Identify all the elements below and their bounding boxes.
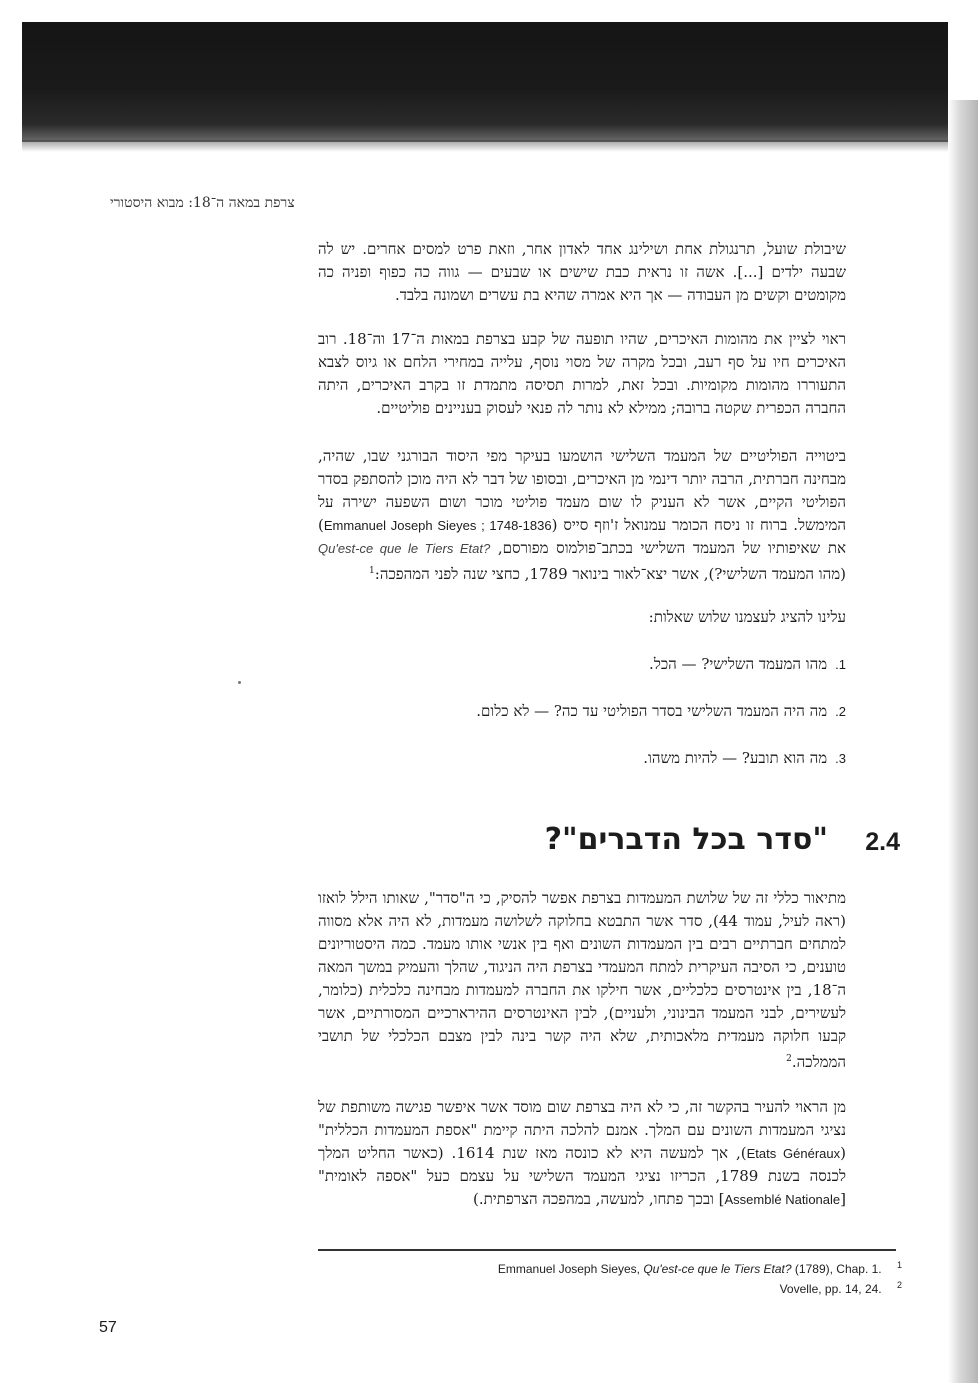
page-number: 57 xyxy=(99,1319,117,1336)
pamphlet-title-latin: Qu'est-ce que le Tiers Etat? xyxy=(318,541,491,556)
questions-intro: עלינו להציג לעצמנו שלוש שאלות: xyxy=(648,608,846,626)
paragraph-1-text: ראוי לציין את מהומות האיכרים, שהיו תופעה של קבע בצרפת במאות ה־17 וה־18. רוב האיכרים חיו על סף רעב, ובכל מקרה של מסוי נוסף, עלייה במחירי הלחם או גיוס לצבא התעוררו מהומות מקומיות. ובכל זאת, למרות תסיסה מתמדת זו בקרב האיכרים, היתה החברה הכפרית שקטה ברובה; ממילא לא נותר לה פנאי לעסוק בעניינים פוליטיים. xyxy=(318,330,846,417)
assemblee-nationale-latin: Assemblé Nationale xyxy=(724,1192,841,1207)
section-number: 2.4 xyxy=(865,828,900,856)
quote-text: שיבולת שועל, תרנגולת אחת ושילינג אחד לאדון אחר, וזאת פרט למסים אחרים. יש לה שבעה ילדים [...]. אשה זו נראית כבת שישים או שבעים — גווה כה כפוף ופניה כה מקומטים וקשים מן העבודה — אך היא אמרה שהיא בת עשרים ושמונה בלבד. xyxy=(318,240,846,304)
paragraph-4-part-a: מן הראוי להעיר בהקשר זה, כי לא היה בצרפת שום מוסד אשר איפשר פגישה משותפת של נציגי המעמדות השונים עם המלך. אמנם להלכה היתה קיימת "אספת המעמדות הכללית" ( xyxy=(318,1098,847,1162)
section-heading xyxy=(544,822,900,866)
paragraph-3 xyxy=(318,887,846,1074)
quote-block xyxy=(318,238,846,307)
footnote-2 xyxy=(780,1280,902,1296)
footnote-rule xyxy=(318,1249,896,1251)
footnote-1 xyxy=(498,1260,902,1276)
question-1-number: 1. xyxy=(835,657,846,672)
paragraph-2-part-a: ביטוייה הפוליטיים של המעמד השלישי הושמעו בעיקר מפי היסוד הבורגני שבו, שהיה, מבחינה חברתית, הרבה יותר דינמי מן האיכרים, ובסופו של דבר לא היה מוכן להסתפק בסדר הפוליטי הקיים, אשר לא העניק לו שום מעמד פוליטי מוכר ושום השפעה ישירה על המימשל. ברוח זו ניסח הכומר עמנואל ז'וזף סייס ( xyxy=(318,447,846,534)
footnote-1-number: 1 xyxy=(896,1260,902,1270)
running-head: צרפת במאה ה־18: מבוא היסטורי xyxy=(110,195,295,211)
question-2-text: מה היה המעמד השלישי בסדר הפוליטי עד כה? — לא כלום. xyxy=(476,702,828,720)
question-1 xyxy=(649,655,846,674)
section-title: "סדר בכל הדברים"? xyxy=(544,822,828,857)
question-2-number: 2. xyxy=(835,704,846,719)
footnote-2-number: 2 xyxy=(896,1280,902,1290)
footnote-1-author: Emmanuel Joseph Sieyes, xyxy=(497,1262,640,1276)
paragraph-4-part-b: ), אך למעשה היא לא כונסה מאז שנת 1614. (כאשר החליט המלך לכנסה בשנת 1789, הכריזו נציגי המעמד השלישי על עצמם כעל "אספה לאומית" [ xyxy=(318,1144,846,1208)
footnote-ref-1[interactable]: 1 xyxy=(369,566,375,576)
etats-generaux-latin: Etats Généraux xyxy=(746,1146,841,1161)
paragraph-4-text xyxy=(318,1096,846,1211)
question-3-number: 3. xyxy=(835,751,846,766)
paragraph-3-body: מתיאור כללי זה של שלושת המעמדות בצרפת אפשר להסיק, כי ה"סדר", שאותו הילל לואזו (ראה לעיל, עמוד 44), סדר אשר התבטא בחלוקה לשלושה מעמדות, לא היה אלא מסווה למתחים חברתיים רבים בין המעמדות השונים ואף בין אנשי אותו מעמד. כמה היסטוריונים טוענים, כי הסיבה העיקרית למתח המעמדי בצרפת היה הניגוד, שהלך והעמיק במשך המאה ה־18, בין אינטרסים כלכליים, אשר חילקו את החברה למעמדות מבחינה כלכלית (כלומר, לעשירים, לבני המעמד הבינוני, ולעניים), לבין האינטרסים ההירארכיים המסורתיים, אשר קבעו חלוקה מעמדית מלאכותית, שלא היה קשר בינה לבין מצבם הכלכלי של תושבי הממלכה. xyxy=(318,889,846,1071)
paragraph-3-text xyxy=(318,887,846,1074)
question-1-text: מהו המעמד השלישי? — הכל. xyxy=(649,655,828,673)
sieyes-name-latin: Emmanuel Joseph Sieyes ; 1748-1836 xyxy=(323,518,552,533)
paragraph-2-part-b: ) את שאיפותיו של המעמד השלישי בכתב־פולמוס מפורסם, xyxy=(318,516,846,557)
paragraph-2 xyxy=(318,445,846,586)
scan-speck xyxy=(238,681,241,684)
question-3-text: מה הוא תובע? — להיות משהו. xyxy=(643,749,828,767)
paragraph-1 xyxy=(318,328,846,420)
paragraph-2-part-c: (מהו המעמד השלישי?), אשר יצא־לאור בינואר 1789, כחצי שנה לפני המהפכה: xyxy=(374,565,846,583)
paragraph-2-text xyxy=(318,445,846,586)
question-2 xyxy=(476,702,846,721)
scan-top-shadow xyxy=(22,22,948,142)
footnote-ref-2[interactable]: 2 xyxy=(786,1054,792,1064)
question-3 xyxy=(643,749,846,768)
footnote-1-rest: (1789), Chap. 1. xyxy=(794,1262,882,1276)
paragraph-4 xyxy=(318,1096,846,1211)
paragraph-4-part-c: ] ובכך פתחו, למעשה, במהפכה הצרפתית.) xyxy=(473,1190,725,1208)
scan-right-edge-shadow xyxy=(948,100,978,1383)
footnote-1-title: Qu'est-ce que le Tiers Etat? xyxy=(643,1262,792,1276)
footnote-2-text: Vovelle, pp. 14, 24. xyxy=(779,1282,882,1296)
